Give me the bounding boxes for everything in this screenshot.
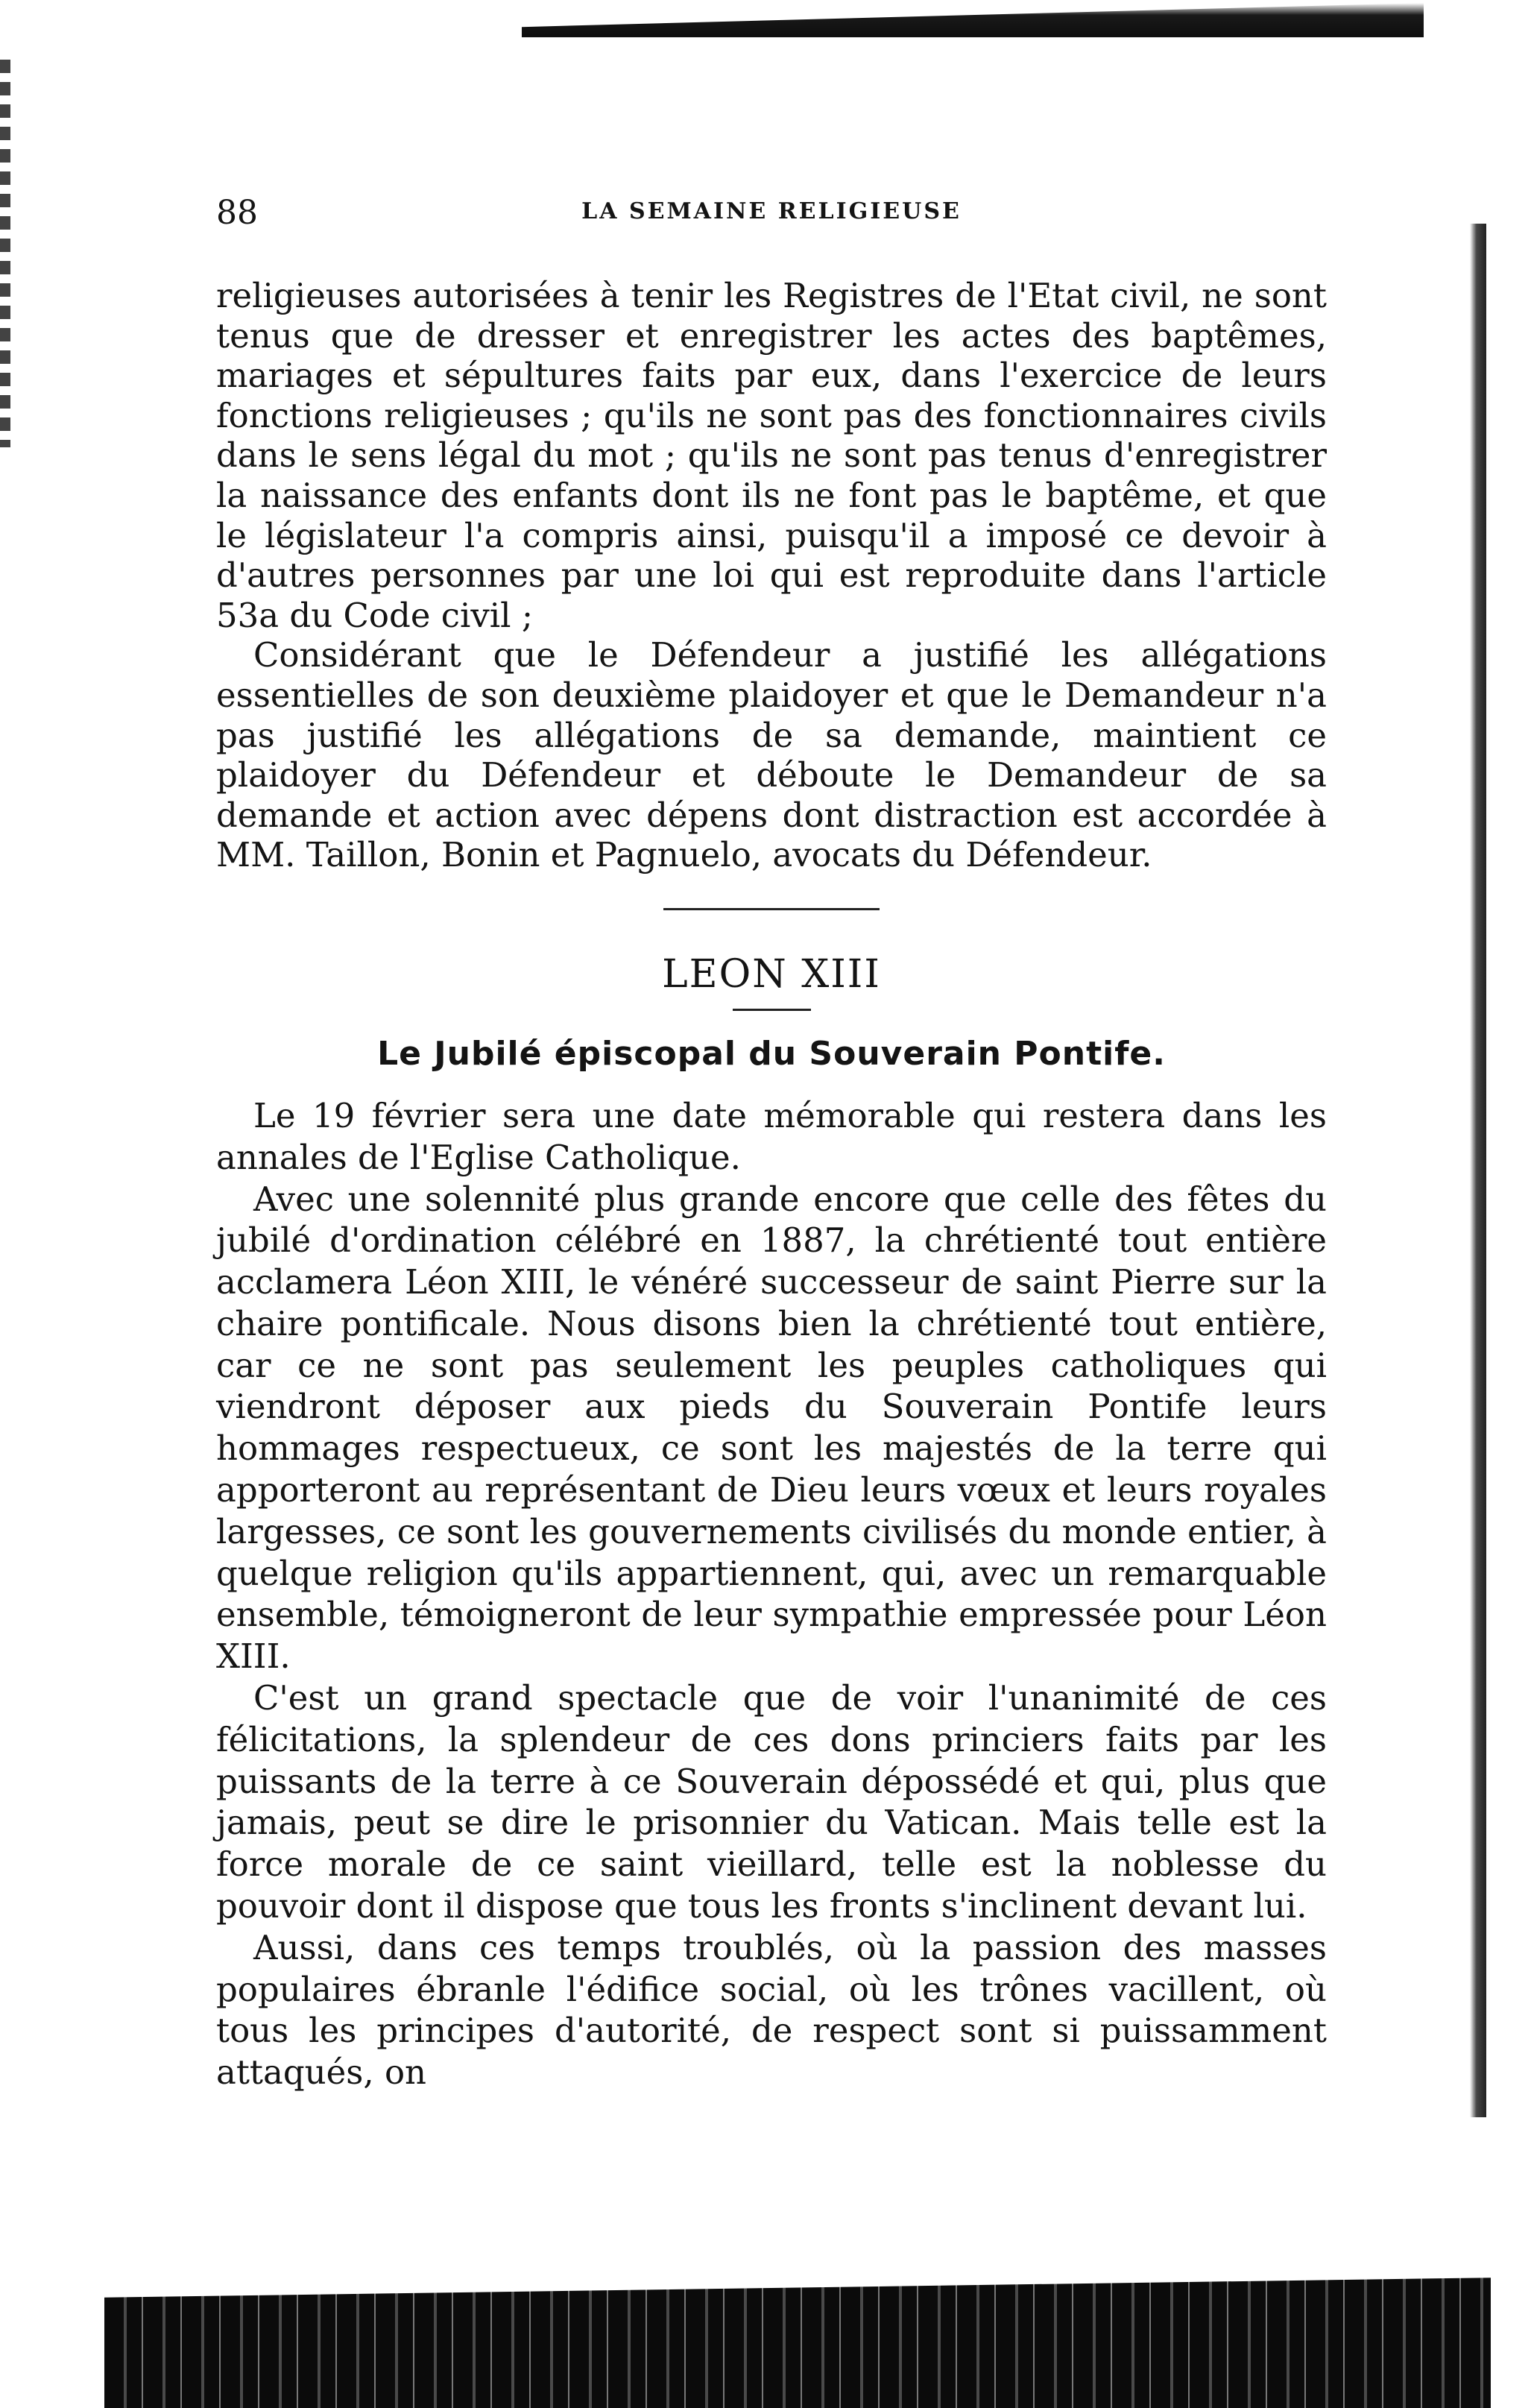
title-underline — [733, 1009, 811, 1011]
scan-right-edge — [1470, 224, 1486, 2117]
scan-top-edge — [522, 3, 1424, 37]
paragraph: C'est un grand spectacle que de voir l'unanimité de ces félicitations, la splendeur de ces dons princiers faits par les puissants de la terre à ce Souverain dépossédé et qui, plus que jamais, peut se dire le prisonnier du Vatican. Mais telle est la force morale de ce saint vieillard, telle est la noblesse du pouvoir dont il dispose que tous les fronts s'inclinent devant lui. — [216, 1678, 1327, 1926]
paragraph: Avec une solennité plus grande encore que celle des fêtes du jubilé d'ordination célébré en 1887, la chrétienté tout entière acclamera Léon XIII, le vénéré successeur de saint Pierre sur la chaire pontificale. Nous disons bien la chrétienté tout entière, car ce ne sont pas seulement les peuples catholiques qui viendront déposer aux pieds du Souverain Pontife leurs hommages respectueux, ce sont les majestés de la terre qui apporteront au représentant de Dieu leurs vœux et leurs royales largesses, ce sont les gouvernements civilisés du monde entier, à quelque religion qu'ils appartiennent, qui, avec un remarquable ensemble, témoigneront de leur sympathie empressée pour Léon XIII. — [216, 1179, 1327, 1677]
paragraph: Le 19 février sera une date mémorable qui restera dans les annales de l'Eglise Catholique. — [216, 1095, 1327, 1177]
page — [216, 194, 1327, 2093]
section-1-text — [216, 276, 1327, 875]
paragraph: Considérant que le Défendeur a justifié les allégations essentielles de son deuxième plaidoyer et que le Demandeur n'a pas justifié les allégations de sa demande, maintient ce plaidoyer du Défendeur et déboute le Demandeur de sa demande et action avec dépens dont distraction est accordée à MM. Taillon, Bonin et Pagnuelo, avocats du Défendeur. — [216, 635, 1327, 875]
page-number: 88 — [216, 194, 258, 232]
running-head — [216, 194, 1327, 239]
paragraph: Aussi, dans ces temps troublés, où la passion des masses populaires ébranle l'édifice social, où les trônes vacillent, où tous les principes d'autorité, de respect sont si puissamment attaqués, on — [216, 1927, 1327, 2093]
section-subtitle: Le Jubilé épiscopal du Souverain Pontife. — [377, 1034, 1166, 1073]
scan-left-edge — [0, 60, 10, 447]
scan-bottom-edge — [104, 2266, 1491, 2408]
section-divider — [663, 908, 880, 910]
section-2-text — [216, 1095, 1327, 2093]
running-title: LA SEMAINE RELIGIEUSE — [581, 198, 962, 224]
paragraph: religieuses autorisées à tenir les Registres de l'Etat civil, ne sont tenus que de dresser et enregistrer les actes des baptêmes, mariages et sépultures faits par eux, dans l'exercice de leurs fonctions religieuses ; qu'ils ne sont pas des fonctionnaires civils dans le sens légal du mot ; qu'ils ne sont pas tenus d'enregistrer la naissance des enfants dont ils ne font pas le baptême, et que le législateur l'a compris ainsi, puisqu'il a imposé ce devoir à d'autres personnes par une loi qui est reproduite dans l'article 53a du Code civil ; — [216, 276, 1327, 635]
section-title: LEON XIII — [662, 951, 881, 997]
